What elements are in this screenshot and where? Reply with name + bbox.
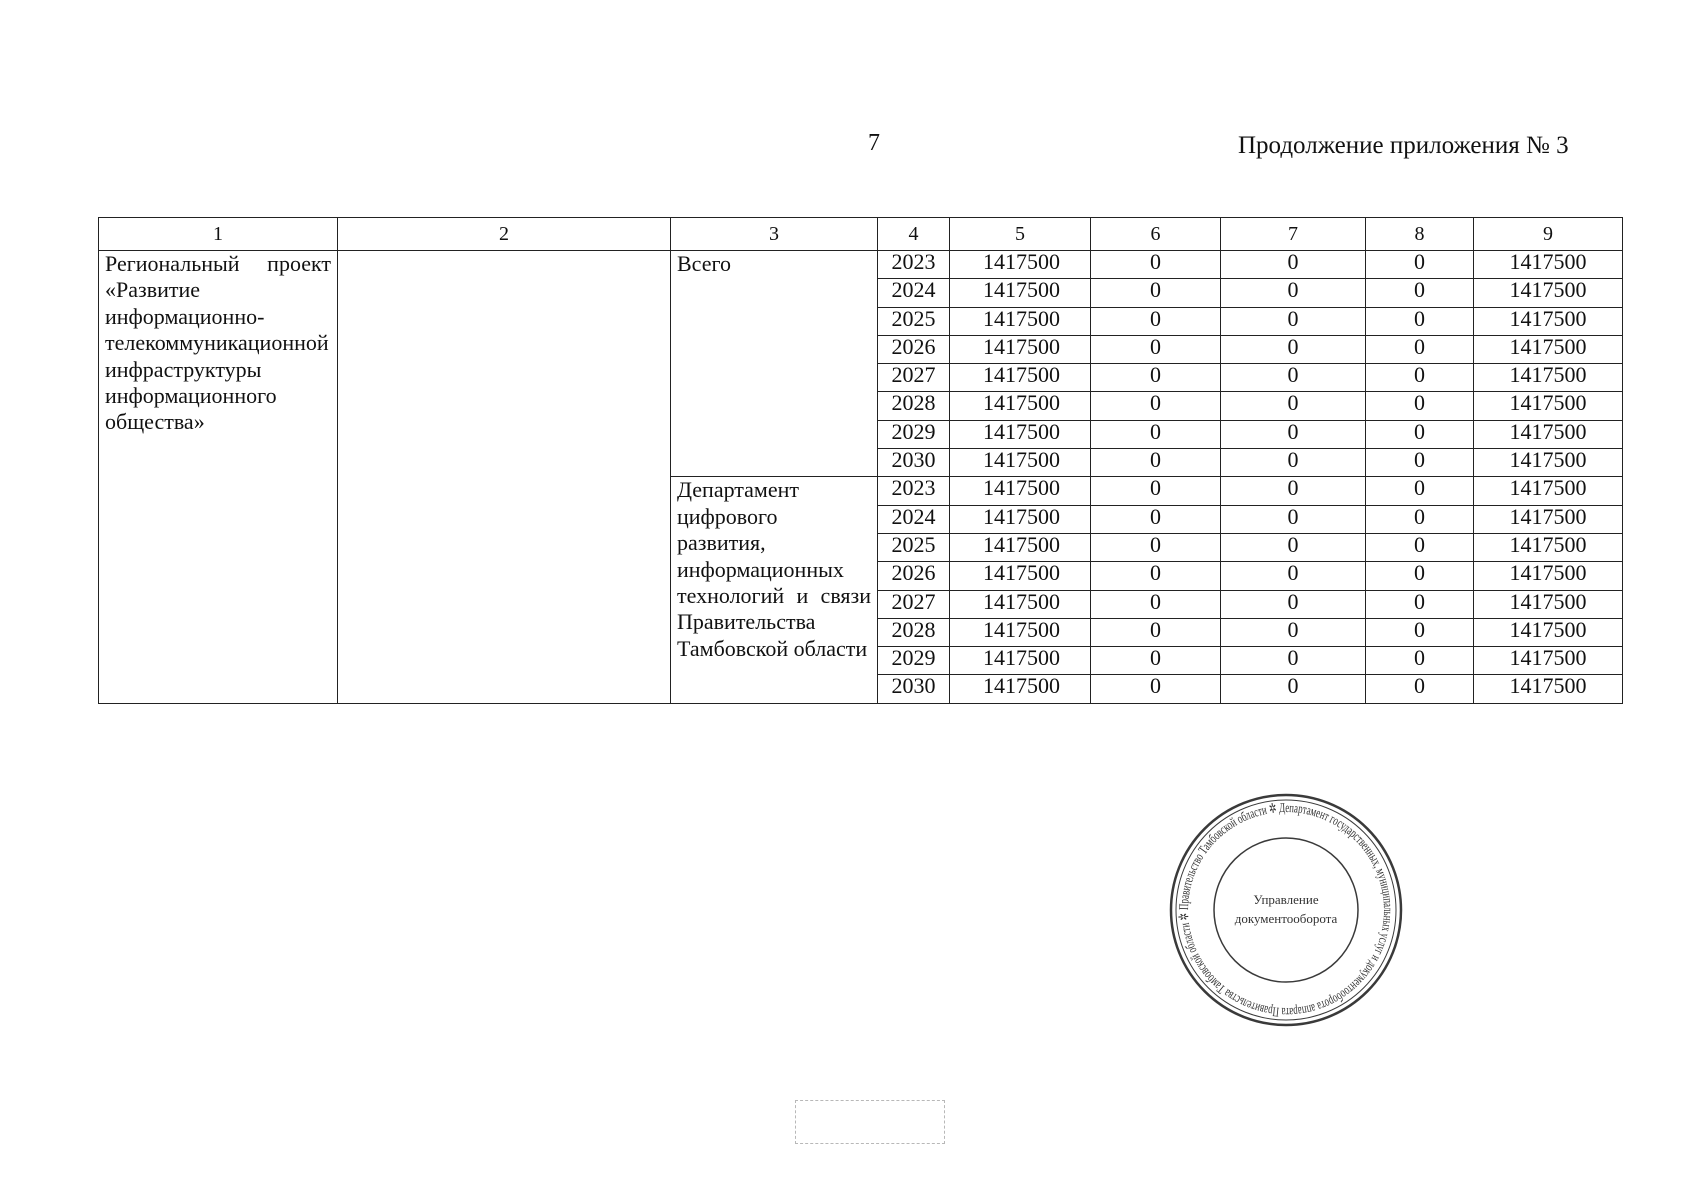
value-col9-cell: 1417500 (1474, 335, 1623, 363)
value-col6-cell: 0 (1091, 251, 1221, 279)
year-cell: 2025 (878, 533, 950, 561)
value-col6-cell: 0 (1091, 449, 1221, 477)
year-cell: 2028 (878, 618, 950, 646)
page-number: 7 (868, 130, 880, 156)
year-cell: 2024 (878, 279, 950, 307)
column-header: 6 (1091, 218, 1221, 251)
column-header: 3 (671, 218, 878, 251)
year-cell: 2027 (878, 590, 950, 618)
value-col7-cell: 0 (1221, 420, 1366, 448)
value-col7-cell: 0 (1221, 675, 1366, 703)
value-col8-cell: 0 (1366, 477, 1474, 505)
value-col8-cell: 0 (1366, 675, 1474, 703)
value-col6-cell: 0 (1091, 533, 1221, 561)
value-col7-cell: 0 (1221, 392, 1366, 420)
value-col6-cell: 0 (1091, 279, 1221, 307)
value-col9-cell: 1417500 (1474, 279, 1623, 307)
budget-table (98, 217, 1623, 704)
value-col7-cell: 0 (1221, 251, 1366, 279)
value-col8-cell: 0 (1366, 562, 1474, 590)
value-col8-cell: 0 (1366, 392, 1474, 420)
value-col6-cell: 0 (1091, 590, 1221, 618)
value-col7-cell: 0 (1221, 562, 1366, 590)
value-col9-cell: 1417500 (1474, 675, 1623, 703)
value-col6-cell: 0 (1091, 364, 1221, 392)
value-col9-cell: 1417500 (1474, 449, 1623, 477)
seal-center-line1: Управление (1253, 892, 1319, 907)
faded-registration-box (795, 1100, 945, 1144)
value-col9-cell: 1417500 (1474, 562, 1623, 590)
value-col8-cell: 0 (1366, 420, 1474, 448)
value-col6-cell: 0 (1091, 420, 1221, 448)
value-col9-cell: 1417500 (1474, 505, 1623, 533)
column-header: 5 (950, 218, 1091, 251)
year-cell: 2030 (878, 675, 950, 703)
value-col5-cell: 1417500 (950, 307, 1091, 335)
seal-outer-text: Правительство Тамбовской области ✲ Департамент государственных, муниципальных услуг и документооборота аппарата Правительства Тамбовской области ✲ (1175, 799, 1397, 1021)
svg-text:Правительство Тамбовской облас (1176, 800, 1396, 1020)
value-col5-cell: 1417500 (950, 364, 1091, 392)
value-col6-cell: 0 (1091, 477, 1221, 505)
value-col9-cell: 1417500 (1474, 251, 1623, 279)
value-col7-cell: 0 (1221, 647, 1366, 675)
appendix-continuation-title: Продолжение приложения № 3 (1238, 132, 1569, 159)
value-col8-cell: 0 (1366, 251, 1474, 279)
year-cell: 2029 (878, 647, 950, 675)
column-header: 7 (1221, 218, 1366, 251)
year-cell: 2029 (878, 420, 950, 448)
value-col6-cell: 0 (1091, 562, 1221, 590)
value-col8-cell: 0 (1366, 449, 1474, 477)
value-col9-cell: 1417500 (1474, 364, 1623, 392)
official-seal-stamp (1168, 792, 1404, 1028)
value-col6-cell: 0 (1091, 675, 1221, 703)
executor-cell: Всего (671, 251, 878, 477)
year-cell: 2026 (878, 562, 950, 590)
value-col7-cell: 0 (1221, 279, 1366, 307)
column-header: 2 (338, 218, 671, 251)
value-col7-cell: 0 (1221, 307, 1366, 335)
column-header: 1 (99, 218, 338, 251)
value-col5-cell: 1417500 (950, 562, 1091, 590)
value-col8-cell: 0 (1366, 505, 1474, 533)
column-header: 8 (1366, 218, 1474, 251)
year-cell: 2027 (878, 364, 950, 392)
value-col5-cell: 1417500 (950, 647, 1091, 675)
value-col5-cell: 1417500 (950, 590, 1091, 618)
year-cell: 2023 (878, 251, 950, 279)
value-col5-cell: 1417500 (950, 392, 1091, 420)
column-number-row (99, 218, 1623, 251)
value-col5-cell: 1417500 (950, 477, 1091, 505)
value-col7-cell: 0 (1221, 335, 1366, 363)
value-col7-cell: 0 (1221, 477, 1366, 505)
column-header: 9 (1474, 218, 1623, 251)
value-col7-cell: 0 (1221, 618, 1366, 646)
year-cell: 2024 (878, 505, 950, 533)
value-col6-cell: 0 (1091, 618, 1221, 646)
value-col7-cell: 0 (1221, 505, 1366, 533)
table-body (99, 218, 1623, 704)
value-col7-cell: 0 (1221, 590, 1366, 618)
value-col5-cell: 1417500 (950, 420, 1091, 448)
value-col8-cell: 0 (1366, 647, 1474, 675)
year-cell: 2025 (878, 307, 950, 335)
value-col9-cell: 1417500 (1474, 533, 1623, 561)
value-col6-cell: 0 (1091, 647, 1221, 675)
value-col9-cell: 1417500 (1474, 647, 1623, 675)
value-col8-cell: 0 (1366, 307, 1474, 335)
value-col5-cell: 1417500 (950, 505, 1091, 533)
year-cell: 2023 (878, 477, 950, 505)
value-col7-cell: 0 (1221, 364, 1366, 392)
seal-center-line2: документооборота (1234, 911, 1338, 926)
value-col9-cell: 1417500 (1474, 618, 1623, 646)
year-cell: 2028 (878, 392, 950, 420)
executor-cell: Департамент цифрового развития, информационных технологий и связи Правительства Тамбовской области (671, 477, 878, 703)
value-col9-cell: 1417500 (1474, 477, 1623, 505)
value-col9-cell: 1417500 (1474, 420, 1623, 448)
value-col8-cell: 0 (1366, 533, 1474, 561)
value-col6-cell: 0 (1091, 307, 1221, 335)
value-col6-cell: 0 (1091, 335, 1221, 363)
value-col5-cell: 1417500 (950, 618, 1091, 646)
value-col8-cell: 0 (1366, 279, 1474, 307)
value-col5-cell: 1417500 (950, 533, 1091, 561)
value-col5-cell: 1417500 (950, 335, 1091, 363)
value-col7-cell: 0 (1221, 533, 1366, 561)
value-col6-cell: 0 (1091, 505, 1221, 533)
value-col9-cell: 1417500 (1474, 590, 1623, 618)
value-col8-cell: 0 (1366, 364, 1474, 392)
value-col5-cell: 1417500 (950, 251, 1091, 279)
value-col5-cell: 1417500 (950, 449, 1091, 477)
year-cell: 2030 (878, 449, 950, 477)
column2-cell (338, 251, 671, 704)
year-cell: 2026 (878, 335, 950, 363)
value-col8-cell: 0 (1366, 335, 1474, 363)
value-col5-cell: 1417500 (950, 675, 1091, 703)
value-col8-cell: 0 (1366, 590, 1474, 618)
project-name-cell: Региональный проект «Развитие информационно-телекоммуникационной инфраструктуры информационного общества» (99, 251, 338, 704)
value-col6-cell: 0 (1091, 392, 1221, 420)
value-col9-cell: 1417500 (1474, 307, 1623, 335)
value-col7-cell: 0 (1221, 449, 1366, 477)
value-col5-cell: 1417500 (950, 279, 1091, 307)
value-col8-cell: 0 (1366, 618, 1474, 646)
table-row (99, 251, 1623, 279)
column-header: 4 (878, 218, 950, 251)
value-col9-cell: 1417500 (1474, 392, 1623, 420)
